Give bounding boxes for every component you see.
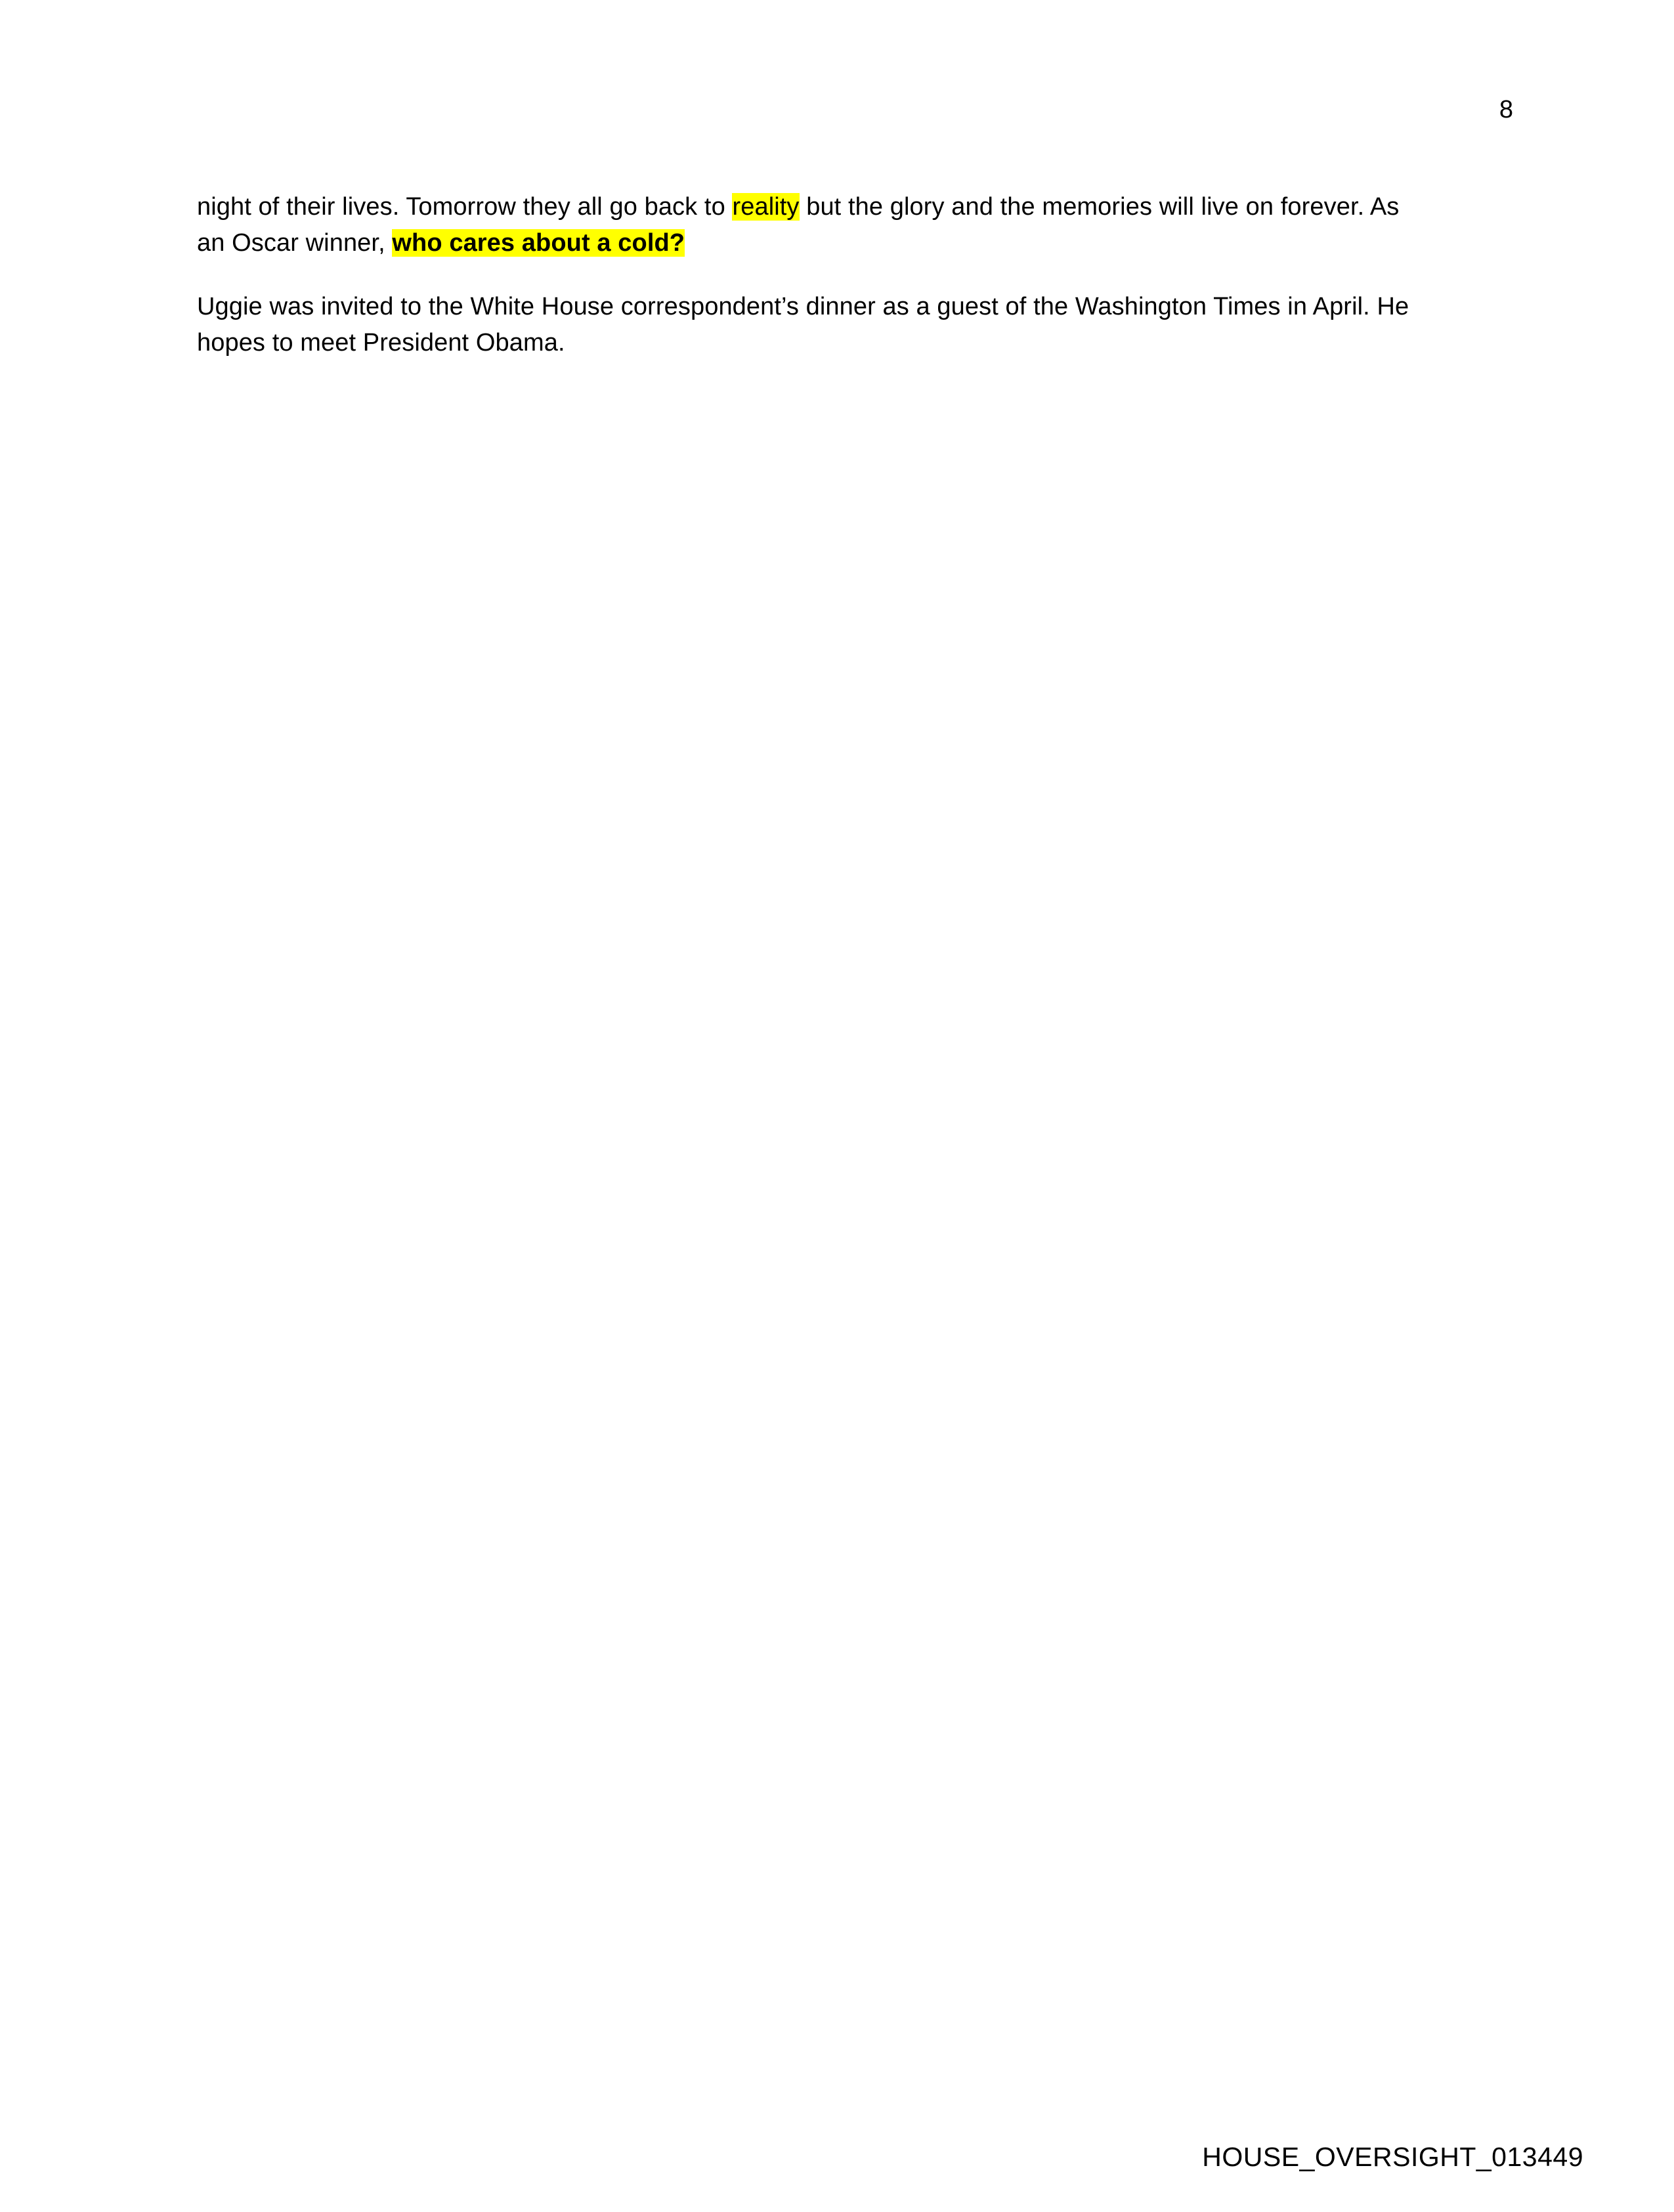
paragraph [197,189,1418,261]
bates-stamp: HOUSE_OVERSIGHT_013449 [1202,2142,1583,2172]
highlighted-text-run: reality [732,193,800,221]
highlighted-bold-text-run: who cares about a cold? [392,229,685,257]
page-number: 8 [1499,96,1513,123]
text-run: night of their lives. Tomorrow they all go back to [197,193,733,221]
text-run: but the glory and the memories will live on forever. As an Oscar winner, [197,193,1400,257]
document-body [197,189,1418,361]
text-run: Uggie was invited to the White House correspondent’s dinner as a guest of the Washington Times in April. He hopes to meet President Obama. [197,293,1409,357]
paragraph [197,289,1418,361]
